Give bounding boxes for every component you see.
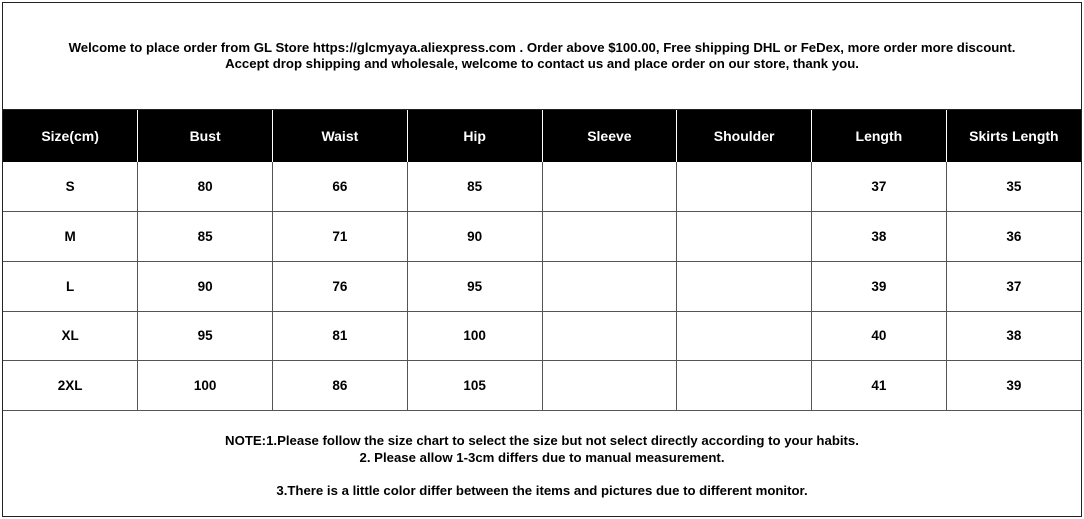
table-cell: 90: [138, 261, 273, 311]
table-cell: 100: [138, 361, 273, 411]
table-header-row: [3, 110, 1081, 162]
table-cell: 80: [138, 162, 273, 212]
column-header-bust: Bust: [138, 110, 273, 162]
table-cell: L: [3, 261, 138, 311]
table-cell: 100: [407, 311, 542, 361]
column-header-shoulder: Shoulder: [677, 110, 812, 162]
welcome-line: Welcome to place order from GL Store https://glcmyaya.aliexpress.com . Order above $100.00, Free shipping DHL or FeDex, more order more discount.: [68, 40, 1016, 55]
table-row: [3, 212, 1081, 262]
table-cell: [542, 162, 677, 212]
column-header-size: Size(cm): [3, 110, 138, 162]
table-row: [3, 162, 1081, 212]
table-cell: [677, 162, 812, 212]
column-header-skirts-length: Skirts Length: [946, 110, 1081, 162]
column-header-length: Length: [812, 110, 947, 162]
table-cell: 38: [946, 311, 1081, 361]
table-cell: 35: [946, 162, 1081, 212]
note-color-difference: 3.There is a little color differ between the items and pictures due to different monitor.: [276, 483, 808, 498]
table-cell: 81: [273, 311, 408, 361]
size-notes: [3, 409, 1081, 516]
store-welcome-banner: [3, 3, 1081, 110]
table-cell: XL: [3, 311, 138, 361]
table-cell: 41: [812, 361, 947, 411]
table-cell: M: [3, 212, 138, 262]
table-cell: 90: [407, 212, 542, 262]
table-cell: [542, 261, 677, 311]
table-row: [3, 261, 1081, 311]
column-header-hip: Hip: [407, 110, 542, 162]
table-cell: 86: [273, 361, 408, 411]
dropship-line: Accept drop shipping and wholesale, welcome to contact us and place order on our store, thank you.: [225, 56, 859, 71]
note-follow-chart: NOTE:1.Please follow the size chart to select the size but not select directly according to your habits.: [225, 433, 859, 448]
table-cell: 40: [812, 311, 947, 361]
note-measurement-tolerance: 2. Please allow 1-3cm differs due to manual measurement.: [359, 450, 725, 465]
table-cell: [542, 311, 677, 361]
table-cell: 71: [273, 212, 408, 262]
table-cell: 36: [946, 212, 1081, 262]
table-cell: [677, 261, 812, 311]
size-table: [3, 110, 1081, 411]
table-cell: S: [3, 162, 138, 212]
table-cell: 95: [138, 311, 273, 361]
table-cell: [677, 212, 812, 262]
table-cell: 37: [812, 162, 947, 212]
table-cell: 37: [946, 261, 1081, 311]
table-cell: 39: [946, 361, 1081, 411]
table-cell: 95: [407, 261, 542, 311]
table-cell: 2XL: [3, 361, 138, 411]
table-cell: 85: [138, 212, 273, 262]
table-cell: [677, 361, 812, 411]
table-cell: 38: [812, 212, 947, 262]
table-cell: [542, 212, 677, 262]
table-cell: [542, 361, 677, 411]
table-cell: 85: [407, 162, 542, 212]
table-cell: 66: [273, 162, 408, 212]
table-row: [3, 361, 1081, 411]
table-cell: [677, 311, 812, 361]
table-row: [3, 311, 1081, 361]
column-header-waist: Waist: [273, 110, 408, 162]
table-cell: 39: [812, 261, 947, 311]
size-chart: [2, 2, 1082, 517]
table-cell: 105: [407, 361, 542, 411]
column-header-sleeve: Sleeve: [542, 110, 677, 162]
table-cell: 76: [273, 261, 408, 311]
